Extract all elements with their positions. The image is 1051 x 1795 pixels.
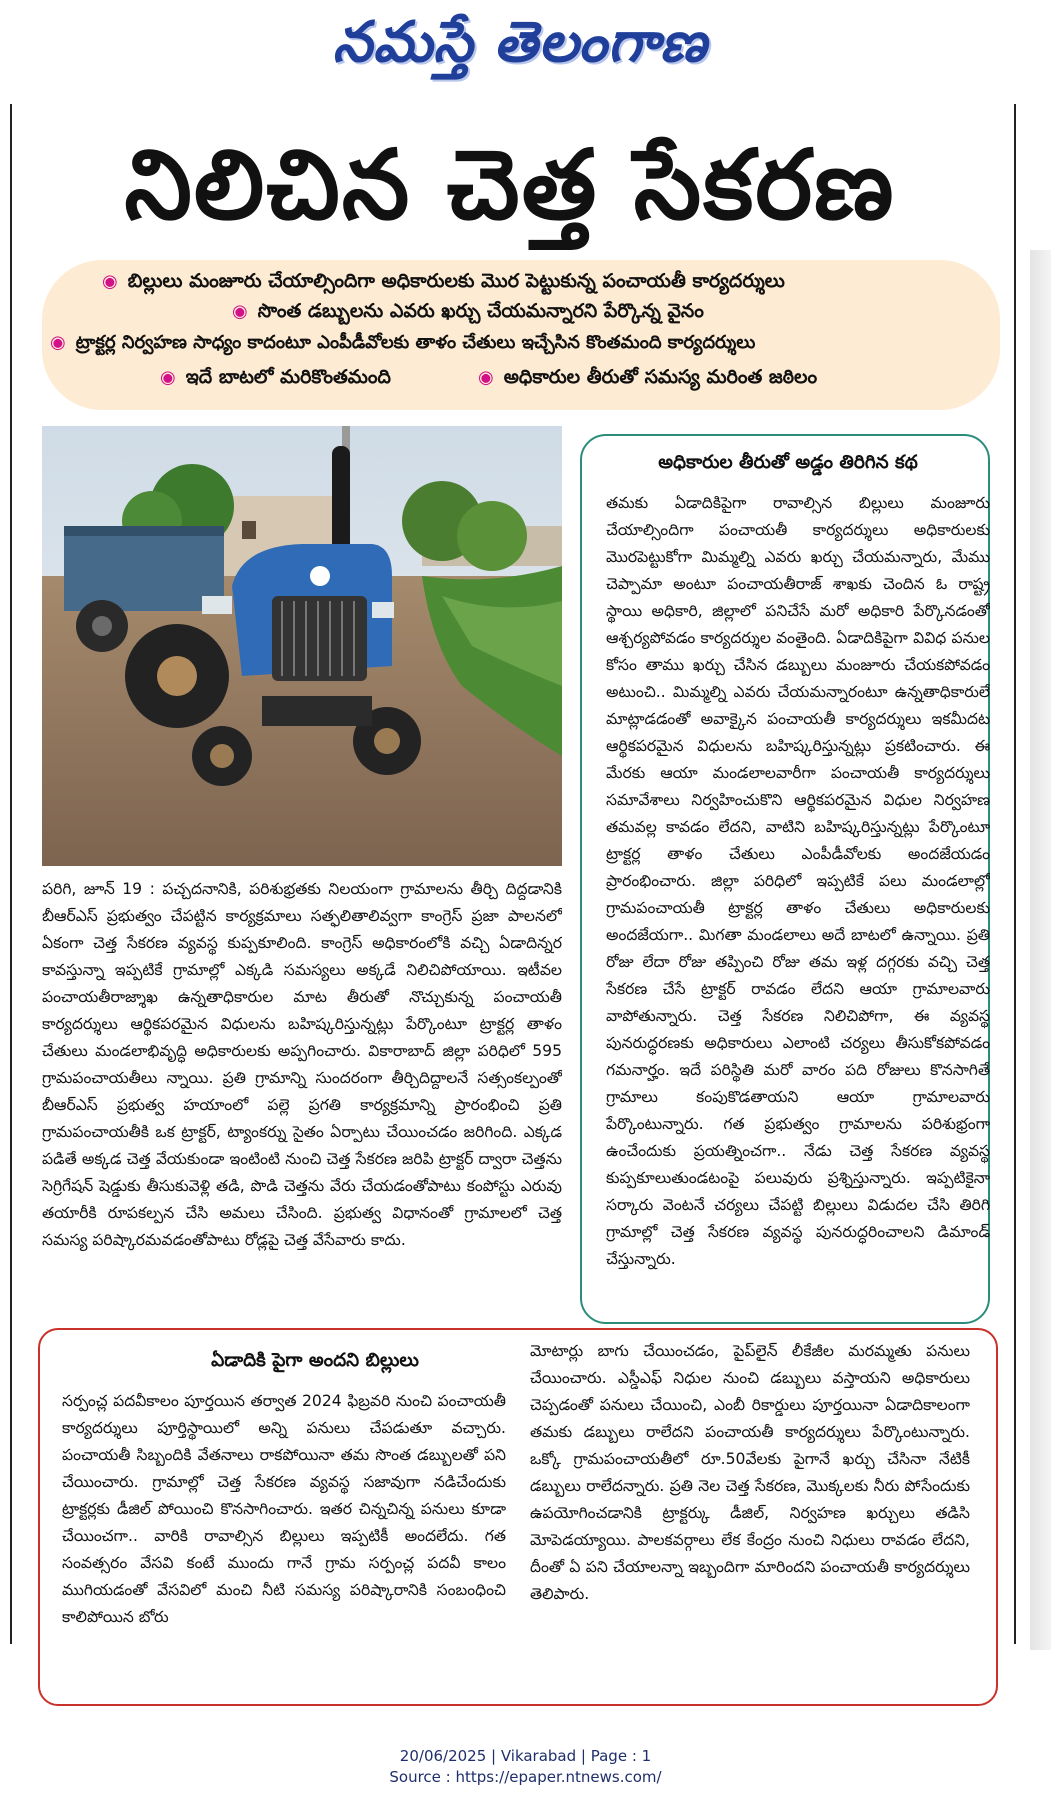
bullet-icon: ◉ xyxy=(160,367,176,388)
sidebar-title: అధికారుల తీరుతో అడ్డం తిరిగిన కథ xyxy=(658,452,918,473)
bullet-text: సొంత డబ్బులను ఎవరు ఖర్చు చేయమన్నారని పేర్కొన్న వైనం xyxy=(257,300,704,322)
left-rule xyxy=(10,104,12,1644)
boxed-story-column-1: సర్పంచ్ల పదవీకాలం పూర్తయిన తర్వాత 2024 ఫిబ్రవరి నుంచి పంచాయతీ కార్యదర్శులు పూర్తిస్థాయిలో అన్ని పనులు చేపడుతూ వచ్చారు. పంచాయతీ సిబ్బందికి వేతనాలు రాకపోయినా తమ సొంత డబ్బులతో పని చేయించారు. గ్రామాల్లో చెత్త సేకరణ వ్యవస్థ సజావుగా నడిచేందుకు ట్రాక్టర్లకు డీజిల్ పోయించి కొనసాగించారు. ఇతర చిన్నచిన్న పనులు కూడా చేయించగా.. వారికి రావాల్సిన బిల్లులు ఇప్పటికీ అందలేదు. గత సంవత్సరం వేసవి కంటే ముందు గానే గ్రామ సర్పంచ్ల పదవీ కాలం ముగియడంతో వేసవిలో మంచి నీటి సమస్య పరిష్కారానికి సంబంధించి కాలిపోయిన బోరు xyxy=(62,1392,506,1626)
bullet-text: బిల్లులు మంజూరు చేయాల్సిందిగా అధికారులకు మొర పెట్టుకున్న పంచాయతీ కార్యదర్శులు xyxy=(127,270,785,292)
bullet-item xyxy=(50,330,755,356)
bullet-item xyxy=(232,298,704,325)
bullet-item xyxy=(478,364,817,391)
main-story-text: పరిగి, జూన్ 19 : పచ్చదనానికి, పరిశుభ్రతకు నిలయంగా గ్రామాలను తీర్చి దిద్దడానికి బీఆర్ఎస్ ప్రభుత్వం చేపట్టిన కార్యక్రమాలు సత్ఫలితాలివ్వగా కాంగ్రెస్ ప్రజా పాలనలో ఏకంగా చెత్త సేకరణ వ్యవస్థ కుప్పకూలింది. కాంగ్రెస్ అధికారంలోకి వచ్చి ఏడాదిన్నర కావస్తున్నా ఇప్పటికే గ్రామాల్లో ఎక్కడి సమస్యలు అక్కడే నిలిచిపోయాయి. ఇటీవల పంచాయతీరాజ్శాఖ ఉన్నతాధికారుల మాట తీరుతో నొచ్చుకున్న పంచాయతీ కార్యదర్శులు ఆర్థికపరమైన విధులను బహిష్కరిస్తున్నట్లు పేర్కొంటూ ట్రాక్టర్ల తాళం చేతులు మండలాభివృద్ధి అధికారులకు అప్పగించారు. వికారాబాద్ జిల్లా పరిధిలో 595 గ్రామపంచాయతీలు న్నాయి. ప్రతి గ్రామాన్ని సుందరంగా తీర్చిదిద్దాలనే సత్సంకల్పంతో బీఆర్ఎస్ ప్రభుత్వ హయాంలో పల్లె ప్రగతి కార్యక్రమాన్ని ప్రారంభించి ప్రతి గ్రామపంచాయతీకి ఒక ట్రాక్టర్, ట్యాంకర్ను సైతం ఏర్పాటు చేయించడం జరిగింది. ఎక్కడ పడితే అక్కడ చెత్త వేయకుండా ఇంటింటి నుంచి చెత్త సేకరణ జరిపి ట్రాక్టర్ ద్వారా చెత్తను సెగ్రిగేషన్ షెడ్డుకు తీసుకువెళ్లి తడి, పొడి చెత్తను వేరు చేయడంతోపాటు కంపోస్టు ఎరువు తయారీకి రూపకల్పన చేసి అమలు చేసింది. ప్రభుత్వ విధానంతో గ్రామాలలో చెత్త సమస్య పరిష్కారమవడంతోపాటు రోడ్లపై చెత్త వేసేవారు కాదు. xyxy=(42,880,562,1249)
boxed-story-title: ఏడాదికి పైగా అందని బిల్లులు xyxy=(211,1350,419,1371)
bullet-text: ఇదే బాటలో మరికొంతమంది xyxy=(185,366,391,388)
tractor-photo-icon xyxy=(42,426,562,866)
tractor-photo xyxy=(42,426,562,866)
bullet-text: అధికారుల తీరుతో సమస్య మరింత జఠిలం xyxy=(503,366,818,388)
bullet-item xyxy=(160,364,391,391)
bullet-icon: ◉ xyxy=(102,271,118,292)
bullet-item xyxy=(102,268,785,295)
bullet-panel xyxy=(42,260,1000,410)
bullet-icon: ◉ xyxy=(50,332,66,353)
boxed-story-column-2: మోటార్లు బాగు చేయించడం, పైప్‌లైన్ లీకేజీల మరమ్మతు పనులు చేయించారు. ఎస్డీఎఫ్ నిధుల నుంచి డబ్బులు వస్తాయని అధికారులు చెప్పడంతో పనులు చేయించి, ఎంబీ రికార్డులు పూర్తయినా ఏడాదికాలంగా తమకు డబ్బులు రాలేదని పంచాయతీ కార్యదర్శులు పేర్కొంటున్నారు. ఒక్కో గ్రామపంచాయతీలో రూ.50వేలకు పైగానే ఖర్చు చేసినా నేటికీ డబ్బులు రాలేదన్నారు. ప్రతి నెల చెత్త సేకరణ, మొక్కలకు నీరు పోసేందుకు ఉపయోగించడానికి ట్రాక్టర్కు డీజిల్, నిర్వహణ ఖర్చులు తడిసి మోపెడయ్యాయి. పాలకవర్గాలు లేక కేంద్రం నుంచి నిధులు రావడం లేదని, దీంతో ఏ పని చేయాలన్నా ఇబ్బందిగా మారిందని పంచాయతీ కార్యదర్శులు తెలిపారు. xyxy=(530,1342,970,1603)
bullet-text: ట్రాక్టర్ల నిర్వహణ సాధ్యం కాదంటూ ఎంపీడీవోలకు తాళం చేతులు ఇచ్చేసిన కొంతమంది కార్యదర్శులు xyxy=(75,332,756,353)
footer-source: Source : https://epaper.ntnews.com/ xyxy=(389,1768,662,1786)
bullet-icon: ◉ xyxy=(232,301,248,322)
masthead-logo: నమస్తే తెలంగాణ xyxy=(332,10,708,75)
bullet-icon: ◉ xyxy=(478,367,494,388)
page-footer xyxy=(0,1746,1051,1788)
right-rule xyxy=(1014,104,1016,1644)
page-headline: నిలిచిన చెత్త సేకరణ xyxy=(124,129,896,241)
footer-date-edition: 20/06/2025 | Vikarabad | Page : 1 xyxy=(399,1747,652,1765)
sidebar-text: తమకు ఏడాదికిపైగా రావాల్సిన బిల్లులు మంజూరు చేయాల్సిందిగా పంచాయతీ కార్యదర్శులు అధికారులకు మొరపెట్టుకోగా మిమ్మల్ని ఎవరు ఖర్చు చేయమన్నారు, మేము చెప్పామా అంటూ పంచాయతీరాజ్ శాఖకు చెందిన ఓ రాష్ట్ర స్థాయి అధికారి, జిల్లాలో పనిచేసే మరో అధికారి పేర్కొనడంతో ఆశ్చర్యపోవడం కార్యదర్శుల వంతైంది. ఏడాదికిపైగా వివిధ పనుల కోసం తాము ఖర్చు చేసిన డబ్బులు మంజూరు చేయకపోవడం అటుంచి.. మిమ్మల్ని ఎవరు చేయమన్నారంటూ ఉన్నతాధికారులే మాట్లాడడంతో అవాక్కైన పంచాయతీ కార్యదర్శులు ఇకమీదట ఆర్థికపరమైన విధులను బహిష్కరిస్తున్నట్లు ప్రకటించారు. ఈ మేరకు ఆయా మండలాలవారీగా పంచాయతీ కార్యదర్శులు సమావేశాలు నిర్వహించుకొని ఆర్థికపరమైన విధుల నిర్వహణ తమవల్ల కావడం లేదని, వాటిని బహిష్కరిస్తున్నట్లు పేర్కొంటూ ట్రాక్టర్ల తాళం చేతులు ఎంపీడీవోలకు అందజేయడం ప్రారంభించారు. జిల్లా పరిధిలో ఇప్పటికే పలు మండలాల్లో గ్రామపంచాయతీ ట్రాక్టర్ల తాళం చేతులు అధికారులకు అందజేయగా.. మిగతా మండలాలు అదే బాటలో ఉన్నాయి. ప్రతి రోజు లేదా రోజు తప్పించి రోజు తమ ఇళ్ల దగ్గరకు వచ్చి చెత్త సేకరణ చేసే ట్రాక్టర్ రావడం లేదని ఆయా గ్రామాలవారు వాపోతున్నారు. చెత్త సేకరణ నిలిచిపోగా, ఈ వ్యవస్థ పునరుద్ధరణకు అధికారులు ఎలాంటి చర్యలు తీసుకోకపోవడం గమనార్హం. ఇదే పరిస్థితి మరో వారం పది రోజులు కొనసాగితే గ్రామాలు కంపుకొడతాయని ఆయా గ్రామాలవారు పేర్కొంటున్నారు. గత ప్రభుత్వం గ్రామాలను పరిశుభ్రంగా ఉంచేందుకు ప్రయత్నించగా.. నేడు చెత్త సేకరణ వ్యవస్థ కుప్పకూలుతుండటంపై పలువురు ప్రశ్నిస్తున్నారు. ఇప్పటికైనా సర్కారు వెంటనే చర్యలు చేపట్టి బిల్లులు విడుదల చేసి తిరిగి గ్రామాల్లో చెత్త సేకరణ వ్యవస్థ పునరుద్ధరించాలని డిమాండ్ చేస్తున్నారు. xyxy=(606,494,990,1268)
adjacent-page-edge xyxy=(1030,250,1051,1650)
